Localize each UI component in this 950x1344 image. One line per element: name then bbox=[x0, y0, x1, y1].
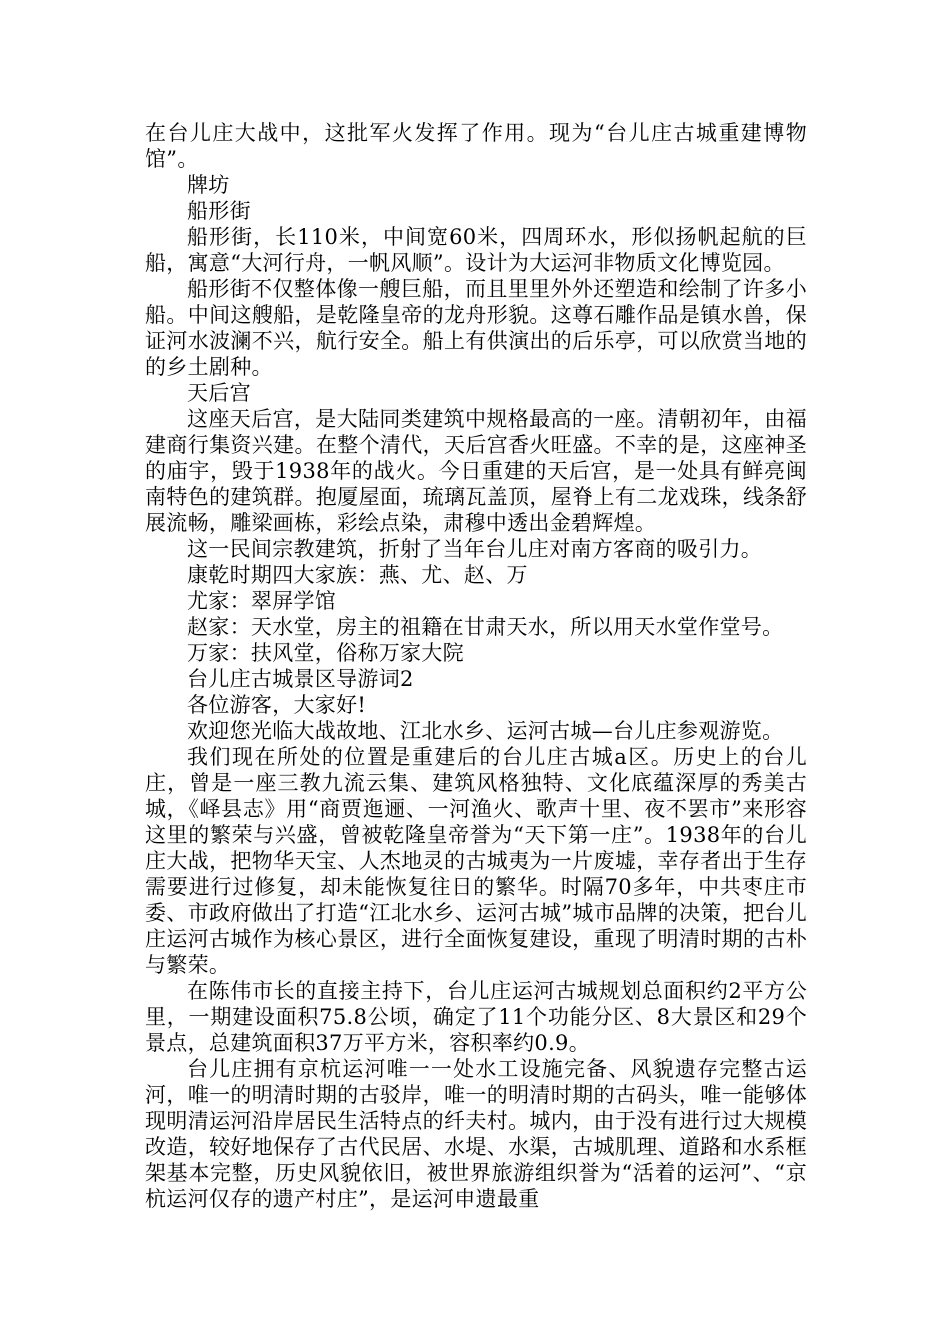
greeting: 各位游客，大家好! bbox=[187, 693, 367, 717]
paragraph: 船形街不仅整体像一艘巨船，而且里里外外还塑造和绘制了许多小船。中间这艘船，是乾隆皇帝的龙舟形貌。这尊石雕作品是镇水兽，保证河水波澜不兴，航行安全。船上有供演出的后乐亭，可以欣赏当地的的乡土剧种。 bbox=[145, 277, 807, 379]
paragraph: 这座天后宫，是大陆同类建筑中规格最高的一座。清朝初年，由福建商行集资兴建。在整个清代，天后宫香火旺盛。不幸的是，这座神圣的庙宇，毁于1938年的战火。今日重建的天后宫，是一处具有鲜亮闽南特色的建筑群。抱厦屋面，琉璃瓦盖顶，屋脊上有二龙戏珠，线条舒展流畅，雕梁画栋，彩绘点染，肃穆中透出金碧辉煌。 bbox=[145, 407, 807, 535]
document-page bbox=[145, 120, 807, 1212]
heading-tianhougong: 天后宫 bbox=[187, 381, 251, 405]
paragraph: 台儿庄拥有京杭运河唯一一处水工设施完备、风貌遗存完整古运河，唯一的明清时期的古驳岸，唯一的明清时期的古码头，唯一能够体现明清运河沿岸居民生活特点的纤夫村。城内，由于没有进行过大规模改造，较好地保存了古代民居、水堤、水渠，古城肌理、道路和水系框架基本完整，历史风貌依旧，被世界旅游组织誉为“活着的运河”、“京杭运河仅存的遗产村庄”，是运河申遗最重 bbox=[145, 1057, 807, 1211]
section-title: 台儿庄古城景区导游词2 bbox=[187, 667, 414, 691]
paragraph: 康乾时期四大家族：燕、尤、赵、万 bbox=[187, 563, 528, 587]
paragraph: 欢迎您光临大战故地、江北水乡、运河古城—台儿庄参观游览。 bbox=[187, 719, 784, 743]
heading-chuanxingjie: 船形街 bbox=[187, 199, 251, 223]
paragraph: 在台儿庄大战中，这批军火发挥了作用。现为“台儿庄古城重建博物馆”。 bbox=[145, 121, 807, 171]
paragraph: 我们现在所处的位置是重建后的台儿庄古城a区。历史上的台儿庄，曾是一座三教九流云集、建筑风格独特、文化底蕴深厚的秀美古城，《峄县志》用“商贾迤逦、一河渔火、歌声十里、夜不罢市”来形容这里的繁荣与兴盛，曾被乾隆皇帝誉为“天下第一庄”。1938年的台儿庄大战，把物华天宝、人杰地灵的古城夷为一片废墟，幸存者出于生存需要进行过修复，却未能恢复往日的繁华。时隔70多年，中共枣庄市委、市政府做出了打造“江北水乡、运河古城”城市品牌的决策，把台儿庄运河古城作为核心景区，进行全面恢复建设，重现了明清时期的古朴与繁荣。 bbox=[145, 745, 807, 977]
paragraph: 赵家：天水堂，房主的祖籍在甘肃天水，所以用天水堂作堂号。 bbox=[187, 615, 784, 639]
heading-paifang: 牌坊 bbox=[187, 173, 230, 197]
paragraph: 尤家：翠屏学馆 bbox=[187, 589, 337, 613]
paragraph: 这一民间宗教建筑，折射了当年台儿庄对南方客商的吸引力。 bbox=[187, 537, 763, 561]
paragraph: 万家：扶风堂，俗称万家大院 bbox=[187, 641, 464, 665]
paragraph: 在陈伟市长的直接主持下，台儿庄运河古城规划总面积约2平方公里，一期建设面积75.8公顷，确定了11个功能分区、8大景区和29个景点，总建筑面积37万平方米，容积率约0.9。 bbox=[145, 979, 807, 1055]
paragraph: 船形街，长110米，中间宽60米，四周环水，形似扬帆起航的巨船，寓意“大河行舟，一帆风顺”。设计为大运河非物质文化博览园。 bbox=[145, 225, 807, 275]
